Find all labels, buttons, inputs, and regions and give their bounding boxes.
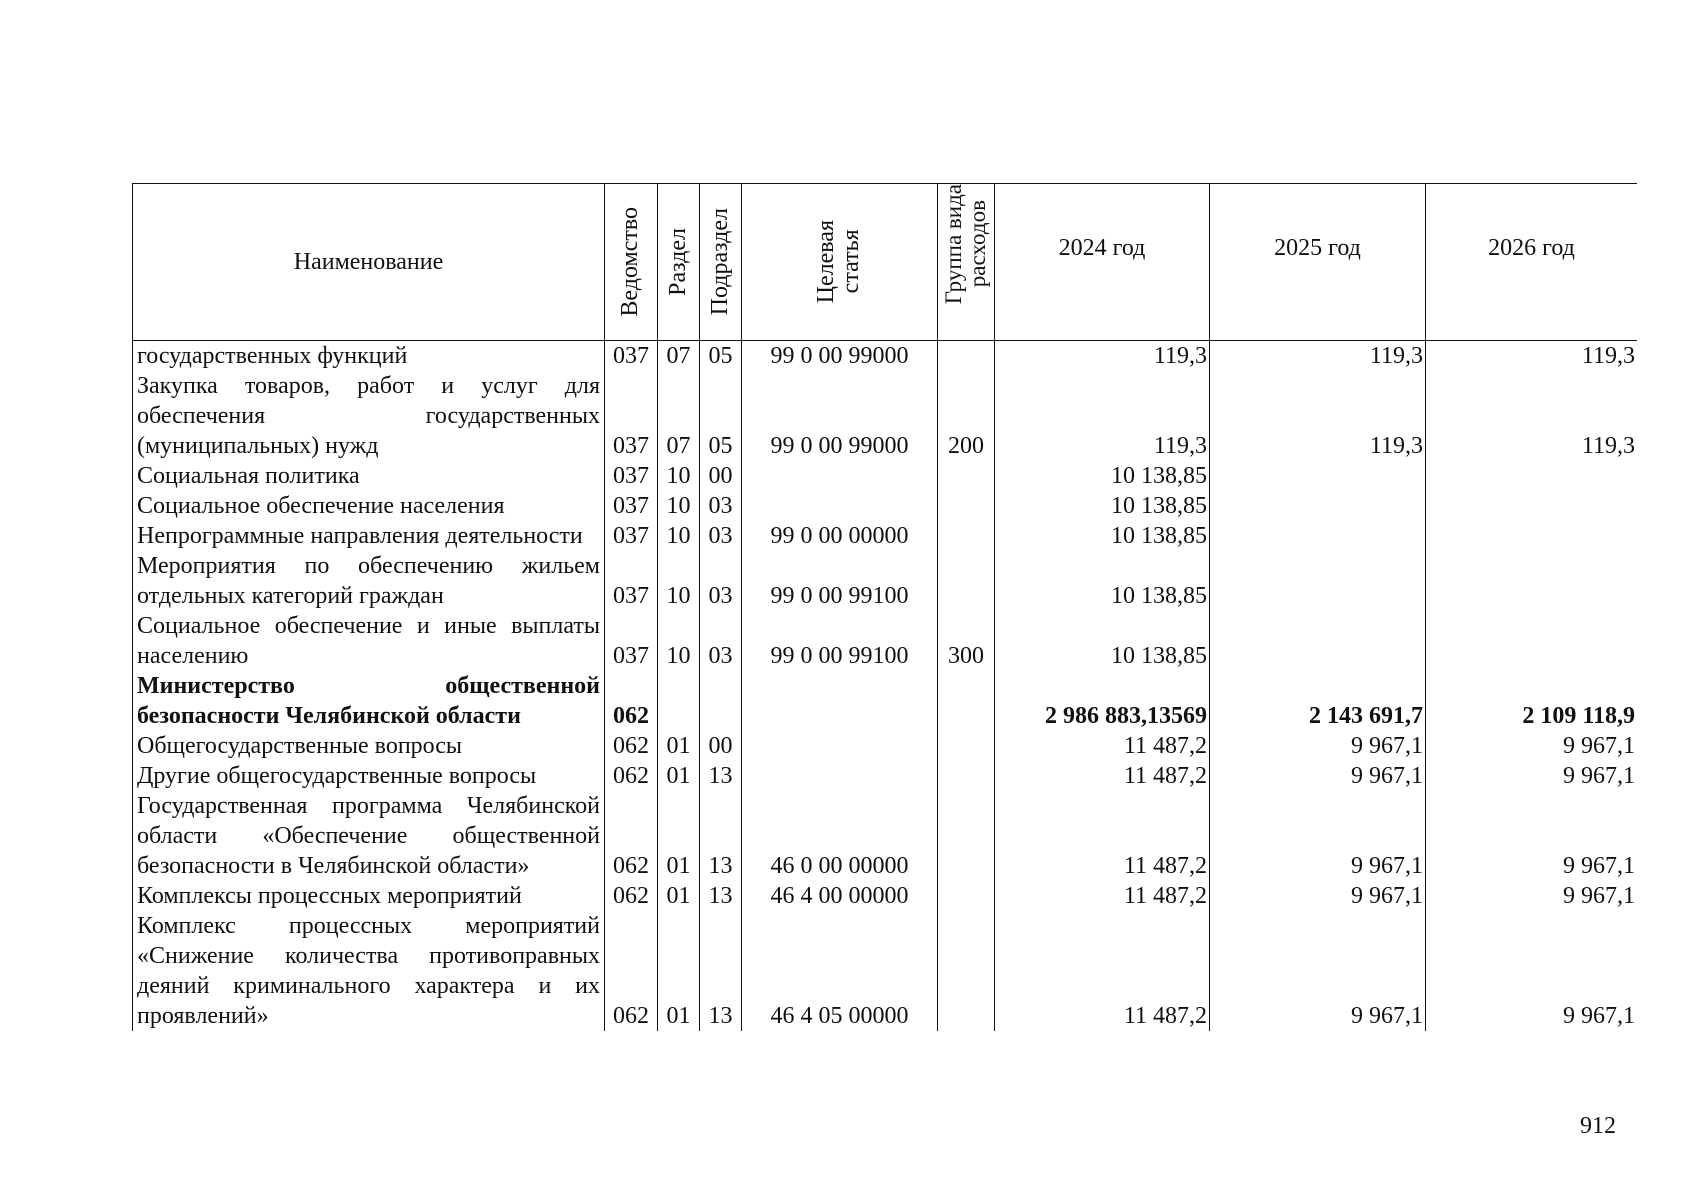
cell-celevaya-statya: 46 4 00 00000 bbox=[742, 881, 938, 911]
cell-2026: 119,3 bbox=[1426, 341, 1638, 372]
cell-gruppa-vida bbox=[938, 731, 995, 761]
table-row bbox=[133, 461, 1638, 491]
cell-podrazdel: 03 bbox=[700, 611, 742, 671]
cell-name: Мероприятия по обеспечению жильем отдельных категорий граждан bbox=[133, 551, 605, 611]
cell-2025 bbox=[1210, 461, 1426, 491]
table-row bbox=[133, 551, 1638, 611]
header-gruppa-vida bbox=[938, 184, 995, 341]
table-row bbox=[133, 611, 1638, 671]
cell-vedomstvo: 062 bbox=[605, 791, 658, 881]
cell-2024: 11 487,2 bbox=[995, 731, 1210, 761]
header-celevaya-line1: Целевая bbox=[813, 220, 840, 304]
cell-2026: 9 967,1 bbox=[1426, 761, 1638, 791]
cell-gruppa-vida bbox=[938, 671, 995, 731]
page-number: 912 bbox=[1580, 1113, 1616, 1139]
cell-celevaya-statya bbox=[742, 461, 938, 491]
cell-2024: 119,3 bbox=[995, 341, 1210, 372]
cell-2024: 10 138,85 bbox=[995, 521, 1210, 551]
header-2025 bbox=[1210, 184, 1426, 341]
cell-gruppa-vida bbox=[938, 881, 995, 911]
header-vedomstvo bbox=[605, 184, 658, 341]
cell-gruppa-vida bbox=[938, 791, 995, 881]
cell-podrazdel: 03 bbox=[700, 521, 742, 551]
cell-gruppa-vida bbox=[938, 761, 995, 791]
cell-razdel: 10 bbox=[658, 611, 700, 671]
cell-2025: 9 967,1 bbox=[1210, 881, 1426, 911]
cell-2026: 119,3 bbox=[1426, 371, 1638, 461]
cell-2024: 10 138,85 bbox=[995, 551, 1210, 611]
cell-2026 bbox=[1426, 611, 1638, 671]
cell-razdel: 07 bbox=[658, 341, 700, 372]
table-row bbox=[133, 911, 1638, 1031]
header-gruppa-line1: Группа вида bbox=[940, 184, 966, 305]
cell-gruppa-vida bbox=[938, 911, 995, 1031]
cell-name: Социальная политика bbox=[133, 461, 605, 491]
budget-table-container bbox=[132, 183, 1637, 1103]
cell-2025: 9 967,1 bbox=[1210, 731, 1426, 761]
table-row bbox=[133, 491, 1638, 521]
header-2026-label: 2026 год bbox=[1488, 234, 1575, 261]
cell-name: Социальное обеспечение населения bbox=[133, 491, 605, 521]
table-row bbox=[133, 731, 1638, 761]
cell-2025 bbox=[1210, 611, 1426, 671]
cell-vedomstvo: 037 bbox=[605, 491, 658, 521]
cell-gruppa-vida bbox=[938, 461, 995, 491]
header-podrazdel-label: Подраздел bbox=[706, 208, 733, 316]
cell-2026: 9 967,1 bbox=[1426, 791, 1638, 881]
cell-celevaya-statya bbox=[742, 491, 938, 521]
cell-name: Министерство общественной безопасности Челябинской области bbox=[133, 671, 605, 731]
cell-name: Комплексы процессных мероприятий bbox=[133, 881, 605, 911]
cell-2025 bbox=[1210, 491, 1426, 521]
cell-vedomstvo: 037 bbox=[605, 551, 658, 611]
cell-vedomstvo: 062 bbox=[605, 761, 658, 791]
cell-gruppa-vida bbox=[938, 341, 995, 372]
header-celevaya-line2: статья bbox=[838, 230, 865, 294]
cell-gruppa-vida: 300 bbox=[938, 611, 995, 671]
cell-celevaya-statya bbox=[742, 731, 938, 761]
cell-2025: 119,3 bbox=[1210, 341, 1426, 372]
cell-2024: 11 487,2 bbox=[995, 911, 1210, 1031]
cell-vedomstvo: 062 bbox=[605, 881, 658, 911]
cell-razdel: 01 bbox=[658, 761, 700, 791]
cell-razdel: 01 bbox=[658, 731, 700, 761]
cell-2026 bbox=[1426, 521, 1638, 551]
header-gruppa-line2: расходов bbox=[965, 200, 990, 288]
cell-vedomstvo: 037 bbox=[605, 341, 658, 372]
cell-razdel: 01 bbox=[658, 791, 700, 881]
cell-podrazdel: 13 bbox=[700, 911, 742, 1031]
cell-gruppa-vida bbox=[938, 491, 995, 521]
cell-celevaya-statya: 99 0 00 99000 bbox=[742, 341, 938, 372]
table-row bbox=[133, 341, 1638, 372]
table-row bbox=[133, 761, 1638, 791]
cell-2025: 2 143 691,7 bbox=[1210, 671, 1426, 731]
cell-celevaya-statya bbox=[742, 671, 938, 731]
cell-gruppa-vida bbox=[938, 551, 995, 611]
header-vedomstvo-label: Ведомство bbox=[617, 207, 644, 317]
cell-podrazdel: 13 bbox=[700, 791, 742, 881]
cell-2025: 119,3 bbox=[1210, 371, 1426, 461]
cell-celevaya-statya bbox=[742, 761, 938, 791]
cell-2025 bbox=[1210, 521, 1426, 551]
cell-name: Закупка товаров, работ и услуг для обеспечения государственных (муниципальных) нужд bbox=[133, 371, 605, 461]
table-row bbox=[133, 371, 1638, 461]
cell-name: Общегосударственные вопросы bbox=[133, 731, 605, 761]
cell-razdel bbox=[658, 671, 700, 731]
cell-2024: 2 986 883,13569 bbox=[995, 671, 1210, 731]
cell-podrazdel: 05 bbox=[700, 371, 742, 461]
table-body bbox=[133, 341, 1638, 1032]
cell-2025: 9 967,1 bbox=[1210, 761, 1426, 791]
cell-2025: 9 967,1 bbox=[1210, 791, 1426, 881]
cell-vedomstvo: 037 bbox=[605, 521, 658, 551]
cell-2024: 10 138,85 bbox=[995, 491, 1210, 521]
cell-2025 bbox=[1210, 551, 1426, 611]
cell-2026 bbox=[1426, 551, 1638, 611]
cell-podrazdel bbox=[700, 671, 742, 731]
cell-podrazdel: 03 bbox=[700, 491, 742, 521]
cell-name: Другие общегосударственные вопросы bbox=[133, 761, 605, 791]
cell-razdel: 10 bbox=[658, 491, 700, 521]
header-2026 bbox=[1426, 184, 1638, 341]
cell-2024: 10 138,85 bbox=[995, 611, 1210, 671]
header-2025-label: 2025 год bbox=[1274, 234, 1361, 261]
table-row bbox=[133, 791, 1638, 881]
cell-podrazdel: 00 bbox=[700, 461, 742, 491]
budget-table bbox=[132, 183, 1637, 1031]
cell-razdel: 10 bbox=[658, 551, 700, 611]
cell-vedomstvo: 062 bbox=[605, 731, 658, 761]
cell-2026 bbox=[1426, 491, 1638, 521]
header-podrazdel bbox=[700, 184, 742, 341]
cell-gruppa-vida: 200 bbox=[938, 371, 995, 461]
cell-celevaya-statya: 99 0 00 99100 bbox=[742, 611, 938, 671]
header-celevaya-statya-label bbox=[814, 220, 864, 303]
cell-celevaya-statya: 99 0 00 99100 bbox=[742, 551, 938, 611]
cell-2026: 9 967,1 bbox=[1426, 881, 1638, 911]
header-name-label: Наименование bbox=[293, 248, 444, 275]
cell-celevaya-statya: 99 0 00 00000 bbox=[742, 521, 938, 551]
cell-2024: 11 487,2 bbox=[995, 791, 1210, 881]
cell-podrazdel: 03 bbox=[700, 551, 742, 611]
table-row bbox=[133, 671, 1638, 731]
header-2024-label: 2024 год bbox=[1058, 234, 1146, 261]
cell-razdel: 07 bbox=[658, 371, 700, 461]
header-razdel bbox=[658, 184, 700, 341]
cell-2024: 10 138,85 bbox=[995, 461, 1210, 491]
cell-vedomstvo: 037 bbox=[605, 611, 658, 671]
cell-celevaya-statya: 46 0 00 00000 bbox=[742, 791, 938, 881]
cell-2024: 11 487,2 bbox=[995, 881, 1210, 911]
cell-podrazdel: 13 bbox=[700, 881, 742, 911]
cell-name: Комплекс процессных мероприятий «Снижение количества противоправных деяний криминального характера и их проявлений» bbox=[133, 911, 605, 1031]
header-razdel-label: Раздел bbox=[664, 228, 691, 296]
cell-2026: 9 967,1 bbox=[1426, 731, 1638, 761]
cell-vedomstvo: 037 bbox=[605, 371, 658, 461]
cell-razdel: 10 bbox=[658, 461, 700, 491]
header-name bbox=[133, 184, 605, 341]
cell-razdel: 01 bbox=[658, 911, 700, 1031]
cell-podrazdel: 00 bbox=[700, 731, 742, 761]
cell-podrazdel: 05 bbox=[700, 341, 742, 372]
cell-celevaya-statya: 46 4 05 00000 bbox=[742, 911, 938, 1031]
cell-2026: 9 967,1 bbox=[1426, 911, 1638, 1031]
cell-2025: 9 967,1 bbox=[1210, 911, 1426, 1031]
cell-vedomstvo: 037 bbox=[605, 461, 658, 491]
table-header bbox=[133, 184, 1638, 341]
cell-name: Непрограммные направления деятельности bbox=[133, 521, 605, 551]
cell-razdel: 10 bbox=[658, 521, 700, 551]
cell-name: Государственная программа Челябинской области «Обеспечение общественной безопасности в Челябинской области» bbox=[133, 791, 605, 881]
cell-2026: 2 109 118,9 bbox=[1426, 671, 1638, 731]
cell-vedomstvo: 062 bbox=[605, 911, 658, 1031]
cell-vedomstvo: 062 bbox=[605, 671, 658, 731]
cell-2026 bbox=[1426, 461, 1638, 491]
cell-celevaya-statya: 99 0 00 99000 bbox=[742, 371, 938, 461]
cell-podrazdel: 13 bbox=[700, 761, 742, 791]
header-2024 bbox=[995, 184, 1210, 341]
cell-razdel: 01 bbox=[658, 881, 700, 911]
cell-2024: 119,3 bbox=[995, 371, 1210, 461]
cell-name: государственных функций bbox=[133, 341, 605, 372]
cell-name: Социальное обеспечение и иные выплаты населению bbox=[133, 611, 605, 671]
table-row bbox=[133, 881, 1638, 911]
cell-2024: 11 487,2 bbox=[995, 761, 1210, 791]
header-celevaya-statya bbox=[742, 184, 938, 341]
cell-gruppa-vida bbox=[938, 521, 995, 551]
header-gruppa-vida-label bbox=[942, 184, 990, 304]
table-row bbox=[133, 521, 1638, 551]
